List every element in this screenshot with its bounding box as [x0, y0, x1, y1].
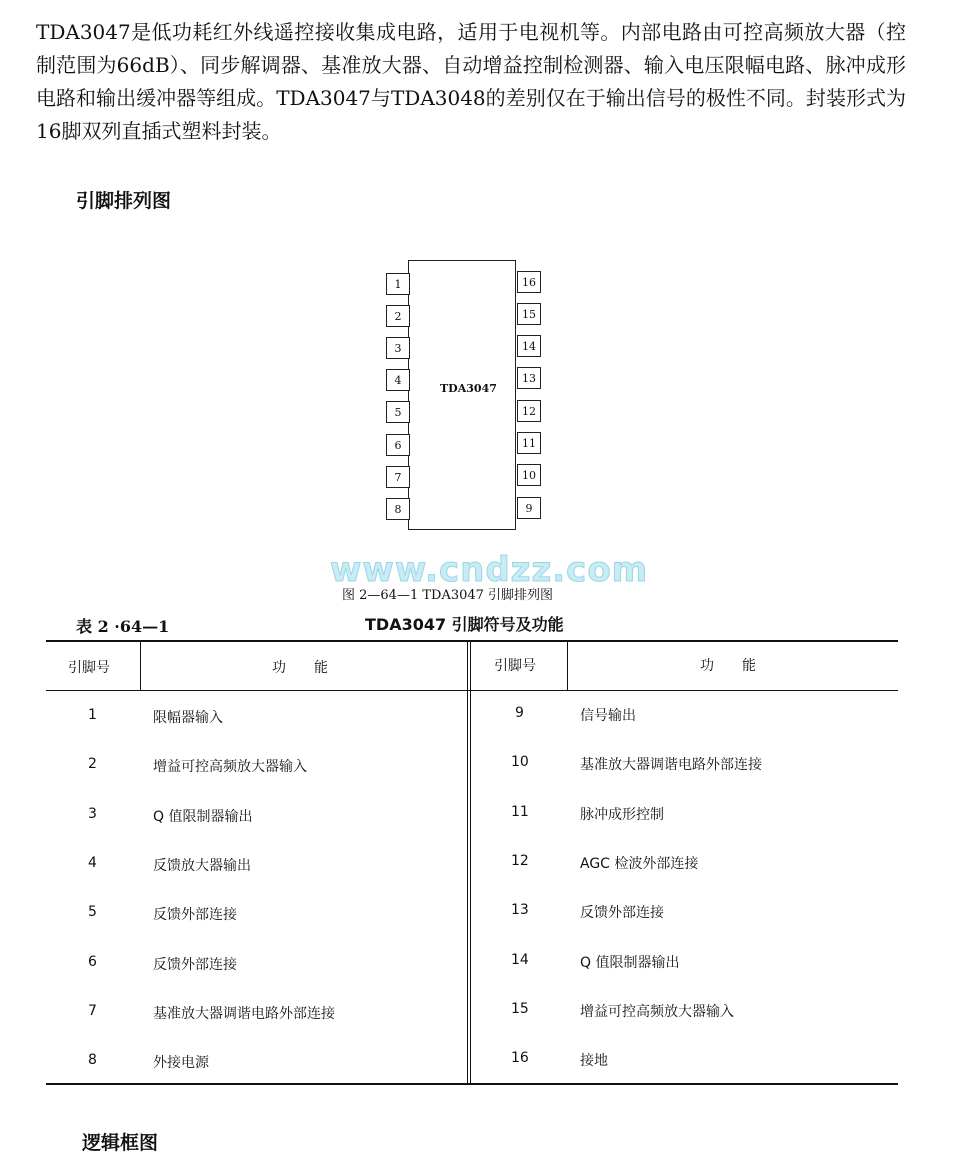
- pin-box-right: 10: [517, 464, 541, 486]
- col-divider: [140, 642, 141, 690]
- chip-label: TDA3047: [440, 382, 497, 395]
- table-cell-pin: 9: [515, 705, 524, 721]
- pin-box-right: 16: [517, 271, 541, 293]
- table-cell-pin: 10: [511, 754, 529, 770]
- pin-box-right: 11: [517, 432, 541, 454]
- table-cell-function: 反馈放大器输出: [153, 858, 251, 874]
- table-cell-function: 反馈外部连接: [580, 905, 664, 921]
- pin-box-left: 4: [386, 369, 410, 391]
- table-cell-function: 反馈外部连接: [153, 957, 237, 973]
- watermark: www.cndzz.com: [330, 550, 649, 590]
- pin-box-left: 5: [386, 401, 410, 423]
- table-number: 表 2 ·64—1: [76, 617, 170, 636]
- header-function-right: 功 能: [700, 658, 756, 674]
- pin-box-right: 12: [517, 400, 541, 422]
- table-cell-pin: 7: [88, 1003, 97, 1019]
- table-cell-function: AGC 检波外部连接: [580, 856, 699, 872]
- chip-body: [408, 260, 516, 530]
- header-pin-left: 引脚号: [68, 660, 110, 676]
- table-cell-function: 增益可控高频放大器输入: [580, 1004, 734, 1020]
- col-divider: [567, 642, 568, 690]
- table-cell-function: 脉冲成形控制: [580, 807, 664, 823]
- table-cell-pin: 15: [511, 1001, 529, 1017]
- pin-box-left: 3: [386, 337, 410, 359]
- pin-box-left: 1: [386, 273, 410, 295]
- col-divider: [470, 642, 471, 1083]
- table-cell-pin: 11: [511, 804, 529, 820]
- table-cell-pin: 1: [88, 707, 97, 723]
- pin-diagram-heading: 引脚排列图: [76, 190, 172, 212]
- logic-diagram-heading: 逻辑框图: [82, 1132, 159, 1154]
- header-pin-right: 引脚号: [494, 658, 536, 674]
- table-cell-pin: 14: [511, 952, 529, 968]
- table-cell-function: 信号输出: [580, 708, 636, 724]
- table-cell-pin: 5: [88, 904, 97, 920]
- col-divider: [467, 642, 468, 1083]
- table-cell-function: 反馈外部连接: [153, 907, 237, 923]
- pin-box-left: 7: [386, 466, 410, 488]
- pin-box-right: 13: [517, 367, 541, 389]
- pin-box-left: 2: [386, 305, 410, 327]
- table-cell-function: 外接电源: [153, 1055, 209, 1071]
- table-cell-pin: 8: [88, 1052, 97, 1068]
- figure-caption: 图 2—64—1 TDA3047 引脚排列图: [342, 588, 554, 603]
- table-cell-function: 增益可控高频放大器输入: [153, 759, 307, 775]
- table-cell-pin: 12: [511, 853, 529, 869]
- table-header-rule: [46, 690, 898, 691]
- table-cell-function: 限幅器输入: [153, 710, 223, 726]
- table-title: TDA3047 引脚符号及功能: [365, 615, 564, 634]
- table-cell-function: 基准放大器调谐电路外部连接: [153, 1006, 335, 1022]
- table-cell-function: Q 值限制器输出: [580, 955, 680, 971]
- pin-box-right: 15: [517, 303, 541, 325]
- table-cell-pin: 6: [88, 954, 97, 970]
- table-cell-pin: 13: [511, 902, 529, 918]
- header-function-left: 功 能: [272, 660, 328, 676]
- table-bottom-rule: [46, 1083, 898, 1085]
- table-cell-function: 接地: [580, 1053, 608, 1069]
- table-cell-function: Q 值限制器输出: [153, 809, 253, 825]
- table-cell-pin: 4: [88, 855, 97, 871]
- table-cell-pin: 2: [88, 756, 97, 772]
- table-cell-function: 基准放大器调谐电路外部连接: [580, 757, 762, 773]
- pin-box-right: 14: [517, 335, 541, 357]
- pin-box-right: 9: [517, 497, 541, 519]
- intro-paragraph: TDA3047是低功耗红外线遥控接收集成电路，适用于电视机等。内部电路由可控高频放大器（控制范围为66dB）、同步解调器、基准放大器、自动增益控制检测器、输入电压限幅电路、脉冲成形电路和输出缓冲器等组成。TDA3047与TDA3048的差别仅在于输出信号的极性不同。封装形式为16脚双列直插式塑料封装。: [36, 20, 906, 143]
- pin-box-left: 8: [386, 498, 410, 520]
- table-cell-pin: 16: [511, 1050, 529, 1066]
- pin-box-left: 6: [386, 434, 410, 456]
- table-top-rule: [46, 640, 898, 642]
- table-cell-pin: 3: [88, 806, 97, 822]
